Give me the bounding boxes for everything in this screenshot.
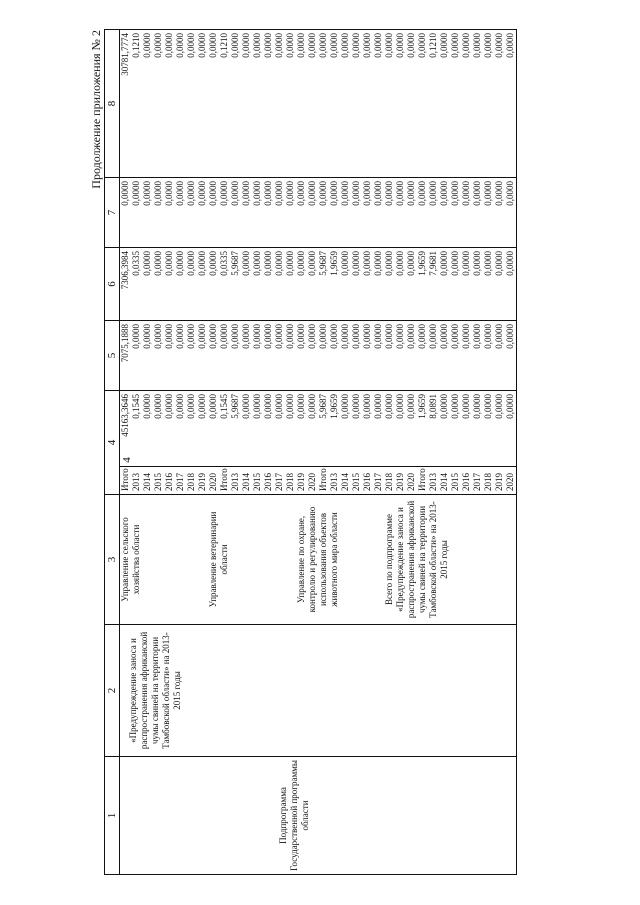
year-label: 2016 [164, 473, 174, 491]
value-cell: 45163,3646 [120, 394, 130, 437]
value-cell: 0,0000 [329, 33, 339, 58]
value-cell: 0,0000 [153, 251, 163, 276]
value-cell: 0,0000 [450, 33, 460, 58]
value-cell: 0,0000 [285, 33, 295, 58]
value-cell: 0,0000 [417, 324, 427, 349]
value-cell: 0,0000 [505, 181, 515, 206]
value-cell: 0,0000 [472, 324, 482, 349]
value-cell: 0,0000 [373, 33, 383, 58]
value-cell: 0,0000 [296, 394, 306, 419]
value-cell: 0,0000 [472, 251, 482, 276]
value-cell: 0,0000 [164, 394, 174, 419]
year-label: 2016 [461, 473, 471, 491]
page-number: 4 [121, 457, 133, 463]
value-cell: 0,1210 [131, 33, 141, 58]
value-cell: 0,0000 [186, 324, 196, 349]
value-cell: 0,0000 [351, 181, 361, 206]
value-cell: 0,0000 [296, 251, 306, 276]
value-cell: 0,0000 [395, 394, 405, 419]
year-label: 2020 [505, 473, 515, 491]
value-group [318, 394, 417, 463]
value-cell: 0,0000 [406, 181, 416, 206]
value-group [120, 33, 219, 174]
value-cell: 0,0000 [362, 251, 372, 276]
year-label: 2020 [307, 473, 317, 491]
year-label: 2018 [483, 473, 493, 491]
year-label: 2019 [494, 473, 504, 491]
value-cell: 0,0000 [395, 33, 405, 58]
value-cell: 0,0000 [274, 181, 284, 206]
year-label: 2017 [175, 473, 185, 491]
value-cell: 0,0000 [417, 33, 427, 58]
value-cell: 7075,1888 [120, 324, 130, 363]
value-cell: 0,0000 [461, 181, 471, 206]
value-cell: 0,1545 [219, 394, 229, 419]
value-group [219, 181, 318, 244]
value-cell: 0,0000 [252, 394, 262, 419]
value-cell: 0,0000 [241, 33, 251, 58]
value-cell: 5,9687 [230, 394, 240, 419]
value-cell: 0,0000 [362, 324, 372, 349]
value-cell: 0,0000 [395, 181, 405, 206]
value-cell: 5,9687 [230, 251, 240, 276]
value-cell: 0,0000 [296, 181, 306, 206]
value-group [120, 251, 219, 317]
header-cell-7: 7 [105, 178, 120, 248]
value-cell: 0,0000 [362, 33, 372, 58]
value-cell: 0,0000 [505, 394, 515, 419]
year-label: 2019 [296, 473, 306, 491]
year-label: 2020 [406, 473, 416, 491]
value-cell: 0,0000 [318, 324, 328, 349]
year-label: 2015 [450, 473, 460, 491]
header-cell-5: 5 [105, 321, 120, 391]
value-cell: 0,0000 [340, 251, 350, 276]
executor-name: Управление по охране, контролю и регулированию использования объектов животного мира области [296, 506, 339, 613]
value-cell: 0,0000 [340, 324, 350, 349]
year-label: 2015 [252, 473, 262, 491]
value-cell: 0,0000 [307, 181, 317, 206]
value-cell: 0,0000 [186, 394, 196, 419]
value-cell: 0,0000 [263, 251, 273, 276]
value-cell: 0,0000 [351, 394, 361, 419]
executor-name: Управление сельского хозяйства области [120, 517, 141, 602]
value-cell: 0,0000 [274, 251, 284, 276]
value-cell: 0,0000 [307, 324, 317, 349]
value-cell: 0,0000 [197, 33, 207, 58]
value-cell: 0,0000 [494, 251, 504, 276]
value-cell: 0,0000 [428, 324, 438, 349]
subprogram-cell: Подпрограмма Государственной программы области [120, 757, 517, 875]
year-label: 2019 [395, 473, 405, 491]
value-cell: 0,0000 [428, 181, 438, 206]
value-cell: 0,0000 [483, 251, 493, 276]
value-cell: 0,0000 [153, 181, 163, 206]
value-group [219, 33, 318, 174]
value-cell: 0,0000 [285, 251, 295, 276]
value-cell: 0,0335 [131, 251, 141, 276]
year-label: 2013 [428, 473, 438, 491]
value-cell: 0,0000 [483, 324, 493, 349]
value-cell: 0,0000 [439, 324, 449, 349]
value-cell: 0,0000 [351, 324, 361, 349]
year-label: 2018 [384, 473, 394, 491]
value-cell: 0,0000 [329, 324, 339, 349]
year-label: Итого [219, 468, 229, 491]
value-cell: 0,0000 [384, 181, 394, 206]
value-cell: 0,0000 [274, 394, 284, 419]
value-cell: 0,0000 [285, 181, 295, 206]
year-column [120, 467, 517, 495]
value-cell: 0,0000 [406, 251, 416, 276]
value-cell: 0,0000 [307, 251, 317, 276]
value-cell: 0,0000 [406, 33, 416, 58]
value-cell: 0,0000 [439, 181, 449, 206]
value-cell: 0,0000 [483, 394, 493, 419]
rotated-sheet [90, 30, 590, 875]
value-cell: 0,0000 [384, 251, 394, 276]
value-cell: 30781,7774 [120, 33, 130, 76]
value-cell: 5,9687 [318, 394, 328, 419]
value-cell: 0,0000 [439, 33, 449, 58]
value-cell: 0,0000 [505, 251, 515, 276]
value-cell: 0,0000 [395, 324, 405, 349]
value-cell: 0,0000 [142, 324, 152, 349]
value-cell: 0,1545 [131, 394, 141, 419]
value-cell: 0,0000 [186, 181, 196, 206]
appendix-caption: Продолжение приложения № 2 [89, 30, 103, 189]
value-cell: 0,0000 [362, 394, 372, 419]
value-cell: 0,0000 [142, 251, 152, 276]
value-cell: 0,0000 [263, 181, 273, 206]
value-cell: 0,0000 [142, 181, 152, 206]
value-cell: 0,0000 [175, 181, 185, 206]
value-group [318, 181, 417, 244]
value-group [417, 251, 516, 317]
value-cell: 0,0000 [208, 181, 218, 206]
executor-name: Всего по подпрограмме «Предупреждение заноса и распространения африканской чумы свиней на территории Тамбовской области» на 2013-2015 годы [384, 500, 449, 619]
value-cell: 0,0000 [252, 324, 262, 349]
value-cell: 0,0000 [494, 33, 504, 58]
year-label: 2019 [197, 473, 207, 491]
table-row [120, 30, 517, 875]
value-cell: 0,0000 [406, 394, 416, 419]
year-group [318, 470, 417, 491]
value-cell: 0,0000 [153, 394, 163, 419]
value-cell: 0,0000 [131, 181, 141, 206]
value-cell: 0,0000 [252, 181, 262, 206]
value-cell: 5,9687 [318, 251, 328, 276]
value-cell: 0,0000 [175, 33, 185, 58]
column-8-values [120, 30, 517, 178]
value-group [219, 324, 318, 387]
year-label: 2013 [329, 473, 339, 491]
value-cell: 0,0000 [494, 394, 504, 419]
executor-column [120, 495, 517, 625]
value-cell: 0,1210 [428, 33, 438, 58]
value-cell: 0,0000 [450, 394, 460, 419]
column-4-values [120, 391, 517, 467]
value-cell: 0,0000 [318, 33, 328, 58]
value-cell: 0,0000 [483, 181, 493, 206]
value-cell: 0,0000 [208, 33, 218, 58]
value-cell: 0,0000 [219, 181, 229, 206]
value-cell: 0,0000 [142, 394, 152, 419]
value-group [417, 33, 516, 174]
header-cell-1: 1 [105, 757, 120, 875]
value-cell: 0,0000 [164, 33, 174, 58]
value-cell: 0,0000 [285, 394, 295, 419]
value-cell: 0,0000 [164, 251, 174, 276]
value-group [417, 324, 516, 387]
value-cell: 1,9659 [329, 394, 339, 419]
value-cell: 0,0000 [186, 251, 196, 276]
year-label: 2015 [153, 473, 163, 491]
value-cell: 0,0000 [373, 251, 383, 276]
value-cell: 0,0000 [208, 324, 218, 349]
value-cell: 0,0000 [395, 251, 405, 276]
value-cell: 0,0000 [329, 181, 339, 206]
value-cell: 0,0000 [505, 324, 515, 349]
value-group [318, 33, 417, 174]
value-cell: 0,0000 [230, 181, 240, 206]
value-group [219, 251, 318, 317]
value-cell: 0,0000 [296, 33, 306, 58]
value-cell: 0,0000 [351, 33, 361, 58]
header-cell-2: 2 [105, 625, 120, 757]
value-cell: 0,0000 [197, 394, 207, 419]
value-cell: 0,0000 [153, 324, 163, 349]
value-cell: 0,0000 [241, 324, 251, 349]
value-cell: 7,9681 [428, 251, 438, 276]
value-cell: 0,0000 [362, 181, 372, 206]
value-cell: 8,0891 [428, 394, 438, 419]
value-cell: 0,0000 [241, 181, 251, 206]
value-cell: 1,9659 [417, 251, 427, 276]
value-group [417, 181, 516, 244]
value-cell: 0,0000 [384, 33, 394, 58]
value-cell: 0,0000 [263, 33, 273, 58]
year-label: 2016 [263, 473, 273, 491]
value-group [417, 394, 516, 463]
value-cell: 1,9659 [329, 251, 339, 276]
value-cell: 0,0000 [450, 181, 460, 206]
value-cell: 0,0000 [230, 324, 240, 349]
value-cell: 0,0000 [186, 33, 196, 58]
value-cell: 0,0000 [175, 324, 185, 349]
column-5-values [120, 321, 517, 391]
year-label: Итого [318, 468, 328, 491]
column-6-values [120, 248, 517, 321]
year-label: 2018 [186, 473, 196, 491]
value-cell: 0,0000 [131, 324, 141, 349]
year-label: 2014 [241, 473, 251, 491]
value-cell: 0,0000 [197, 324, 207, 349]
year-group [120, 470, 219, 491]
value-cell: 0,0000 [384, 394, 394, 419]
value-cell: 0,0000 [241, 251, 251, 276]
year-label: 2016 [362, 473, 372, 491]
value-cell: 0,0000 [450, 324, 460, 349]
value-cell: 0,0000 [230, 33, 240, 58]
value-cell: 0,0000 [373, 181, 383, 206]
value-group [318, 324, 417, 387]
value-cell: 0,0000 [351, 251, 361, 276]
header-cell-6: 6 [105, 248, 120, 321]
value-cell: 0,0000 [164, 181, 174, 206]
value-cell: 0,0000 [208, 251, 218, 276]
value-cell: 0,0000 [450, 251, 460, 276]
year-label: Итого [120, 468, 130, 491]
year-label: 2017 [373, 473, 383, 491]
header-cell-8: 8 [105, 30, 120, 178]
value-cell: 0,0000 [142, 33, 152, 58]
value-cell: 0,0000 [197, 251, 207, 276]
value-cell: 0,0000 [263, 394, 273, 419]
year-group [417, 470, 516, 491]
year-label: 2013 [230, 473, 240, 491]
value-cell: 0,0000 [373, 324, 383, 349]
value-cell: 0,0000 [384, 324, 394, 349]
value-cell: 0,0000 [318, 181, 328, 206]
header-row [105, 30, 120, 875]
year-label: 2015 [351, 473, 361, 491]
year-group [219, 470, 318, 491]
value-cell: 0,0000 [175, 394, 185, 419]
value-cell: 7306,3984 [120, 251, 130, 290]
value-cell: 0,0335 [219, 251, 229, 276]
value-cell: 0,0000 [340, 394, 350, 419]
value-cell: 0,0000 [252, 251, 262, 276]
value-cell: 0,0000 [472, 181, 482, 206]
value-cell: 0,0000 [219, 324, 229, 349]
value-cell: 1,9659 [417, 394, 427, 419]
executor-name: Управление ветеринарии области [208, 511, 229, 608]
year-label: 2020 [208, 473, 218, 491]
value-cell: 0,0000 [307, 394, 317, 419]
value-cell: 0,0000 [406, 324, 416, 349]
value-cell: 0,0000 [461, 33, 471, 58]
value-group [120, 394, 219, 463]
value-cell: 0,0000 [164, 324, 174, 349]
value-group [120, 181, 219, 244]
year-label: 2018 [285, 473, 295, 491]
value-cell: 0,0000 [439, 251, 449, 276]
year-label: 2013 [131, 473, 141, 491]
value-cell: 0,0000 [505, 33, 515, 58]
value-cell: 0,0000 [263, 324, 273, 349]
value-cell: 0,0000 [439, 394, 449, 419]
value-cell: 0,0000 [483, 33, 493, 58]
value-cell: 0,0000 [153, 33, 163, 58]
value-cell: 0,0000 [197, 181, 207, 206]
header-cell-3: 3 [105, 495, 120, 625]
value-cell: 0,0000 [417, 181, 427, 206]
value-cell: 0,0000 [340, 181, 350, 206]
value-cell: 0,0000 [340, 33, 350, 58]
value-cell: 0,0000 [461, 324, 471, 349]
value-cell: 0,0000 [494, 324, 504, 349]
value-cell: 0,0000 [472, 394, 482, 419]
value-cell: 0,0000 [252, 33, 262, 58]
value-cell: 0,0000 [494, 181, 504, 206]
value-group [219, 394, 318, 463]
value-cell: 0,0000 [461, 394, 471, 419]
year-label: 2014 [142, 473, 152, 491]
value-cell: 0,0000 [208, 394, 218, 419]
value-group [318, 251, 417, 317]
year-label: 2014 [340, 473, 350, 491]
value-cell: 0,0000 [285, 324, 295, 349]
value-cell: 0,1210 [219, 33, 229, 58]
value-cell: 0,0000 [274, 33, 284, 58]
value-cell: 0,0000 [307, 33, 317, 58]
value-cell: 0,0000 [175, 251, 185, 276]
value-cell: 0,0000 [296, 324, 306, 349]
value-cell: 0,0000 [373, 394, 383, 419]
value-cell: 0,0000 [461, 251, 471, 276]
header-cell-4: 4 [105, 391, 120, 495]
year-label: 2014 [439, 473, 449, 491]
column-7-values [120, 178, 517, 248]
value-group [120, 324, 219, 387]
subprogram-title-cell: «Предупреждение заноса и распространения африканской чумы свиней на территории Тамбовской области» на 2013-2015 годы [120, 625, 517, 757]
year-label: Итого [417, 468, 427, 491]
value-cell: 0,0000 [274, 324, 284, 349]
program-table [104, 29, 517, 875]
year-label: 2017 [274, 473, 284, 491]
value-cell: 0,0000 [241, 394, 251, 419]
year-label: 2017 [472, 473, 482, 491]
value-cell: 0,0000 [472, 33, 482, 58]
value-cell: 0,0000 [120, 181, 130, 206]
